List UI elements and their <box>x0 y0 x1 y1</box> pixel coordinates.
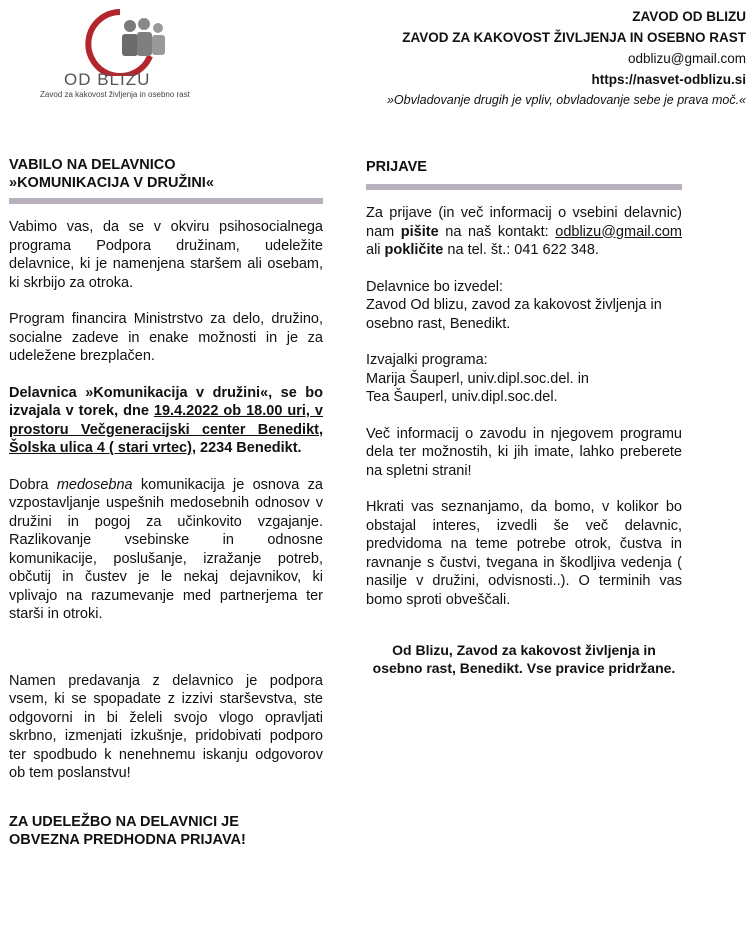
registration-or: ali <box>366 242 381 258</box>
presenters-label: Izvajalki programa: <box>366 352 488 368</box>
right-divider <box>366 184 682 190</box>
communication-emphasis: medosebna <box>56 476 133 493</box>
header-contact <box>387 6 746 111</box>
call-emphasis: pokličite <box>384 242 444 258</box>
invitation-title-line1: VABILO NA DELAVNICO <box>9 157 176 173</box>
invitation-title <box>9 156 323 196</box>
write-emphasis: pišite <box>400 223 439 240</box>
funding-paragraph: Program financira Ministrstvo za delo, družino, socialne zadeve in enake možnosti in je za udeležene brezplačen. <box>9 311 323 364</box>
registration-notice-line1: ZA UDELEŽBO NA DELAVNICI JE <box>9 813 239 830</box>
organizer-name: Zavod Od blizu, zavod za kakovost življenja in osebno rast, Benedikt. <box>366 297 662 332</box>
contact-email-link[interactable]: odblizu@gmail.com <box>555 223 683 240</box>
future-workshops-paragraph: Hkrati vas seznanjamo, da bomo, v kolikor bo obstajal interes, izvedli še več delavnic, predvidoma na teme potrebe otrok, čustva in ravnanje s čustvi, tvegana in škodljiva vedenja ( nasilje v družini, odvisnosti..). O terminih vas bomo sproti obveščali. <box>366 499 682 608</box>
registration-contact-intro: Za prijave (in več informacij o vsebini delavnic) nam <box>366 205 682 240</box>
intro-paragraph: Vabimo vas, da se v okviru psihosocialnega programa Podpora družinam, udeležite delavnice, ki je namenjena staršem ali osebam, ki skrbijo za otroka. <box>9 219 323 291</box>
registration-notice-line2: OBVEZNA PREDHODNA PRIJAVA! <box>9 831 246 848</box>
registration-contact-paragraph <box>366 204 682 260</box>
event-details-paragraph <box>9 384 323 458</box>
organizer-label: Delavnice bo izvedel: <box>366 278 504 295</box>
left-column <box>9 156 323 849</box>
event-date-location: 19.4.2022 ob 18.00 uri, v prostoru Večgeneracijski center Benedikt, Šolska ulica 4 ( stari vrtec) <box>9 403 323 456</box>
header-quote: »Obvladovanje drugih je vpliv, obvladovanje sebe je prava moč.« <box>386 93 746 107</box>
copyright-footer: Od Blizu, Zavod za kakovost življenja in osebno rast, Benedikt. Vse pravice pridržane. <box>372 642 676 676</box>
org-short-name: ZAVOD OD BLIZU <box>632 9 746 24</box>
event-details-intro: Delavnica »Komunikacija v družini«, se bo izvajala v torek, dne <box>9 384 323 419</box>
event-details-end: , 2234 Benedikt. <box>191 440 302 456</box>
presenter-2: Tea Šauperl, univ.dipl.soc.del. <box>366 389 558 405</box>
organizer-paragraph <box>366 278 682 334</box>
logo-emblem-icon <box>58 4 188 76</box>
logo-word: OD BLIZU <box>64 70 151 89</box>
invitation-title-line2: »KOMUNIKACIJA V DRUŽINI« <box>9 175 214 191</box>
logo-tagline: Zavod za kakovost življenja in osebno rast <box>40 90 190 99</box>
header-website[interactable]: https://nasvet-odblizu.si <box>591 72 746 87</box>
communication-start: Dobra <box>9 476 49 493</box>
header-email[interactable]: odblizu@gmail.com <box>628 51 746 66</box>
communication-rest: komunikacija je osnova za vzpostavljanje uspešnih medosebnih odnosov v družini in pogoj za učinkovito vzgajanje. Razlikovanje vsebinske in odnosne komunikacije, poslušanje, izražanje potreb, občutij in čustev je le nekaj dejavnikov, ki vplivajo na razumevanje med partnerjema ter starši in otroki. <box>9 476 323 622</box>
left-divider <box>9 198 323 204</box>
more-info-paragraph: Več informacij o zavodu in njegovem programu dela ter možnostih, ki jih imate, lahko preberete na spletni strani! <box>366 425 682 479</box>
org-full-name: ZAVOD ZA KAKOVOST ŽIVLJENJA IN OSEBNO RAST <box>402 30 746 45</box>
communication-paragraph <box>9 476 323 624</box>
registration-contact-mid: na naš kontakt: <box>445 223 549 240</box>
purpose-paragraph: Namen predavanja z delavnico je podpora vsem, ki se spopadate z izzivi starševstva, ste odgovorni in bi želeli svojo vlogo opravljati skrbno, izmenjati izkušnje, pridobivati podporo ter spodbudo k nenehnemu iskanju odgovorov ob tem poslanstvu! <box>9 672 323 781</box>
phone-number: na tel. št.: 041 622 348. <box>447 242 599 258</box>
registrations-title: PRIJAVE <box>366 159 427 175</box>
presenter-1: Marija Šauperl, univ.dipl.soc.del. in <box>366 370 589 387</box>
right-column <box>366 156 682 677</box>
presenters-paragraph <box>366 351 682 407</box>
logo <box>38 4 218 102</box>
registration-required-notice <box>9 813 323 849</box>
